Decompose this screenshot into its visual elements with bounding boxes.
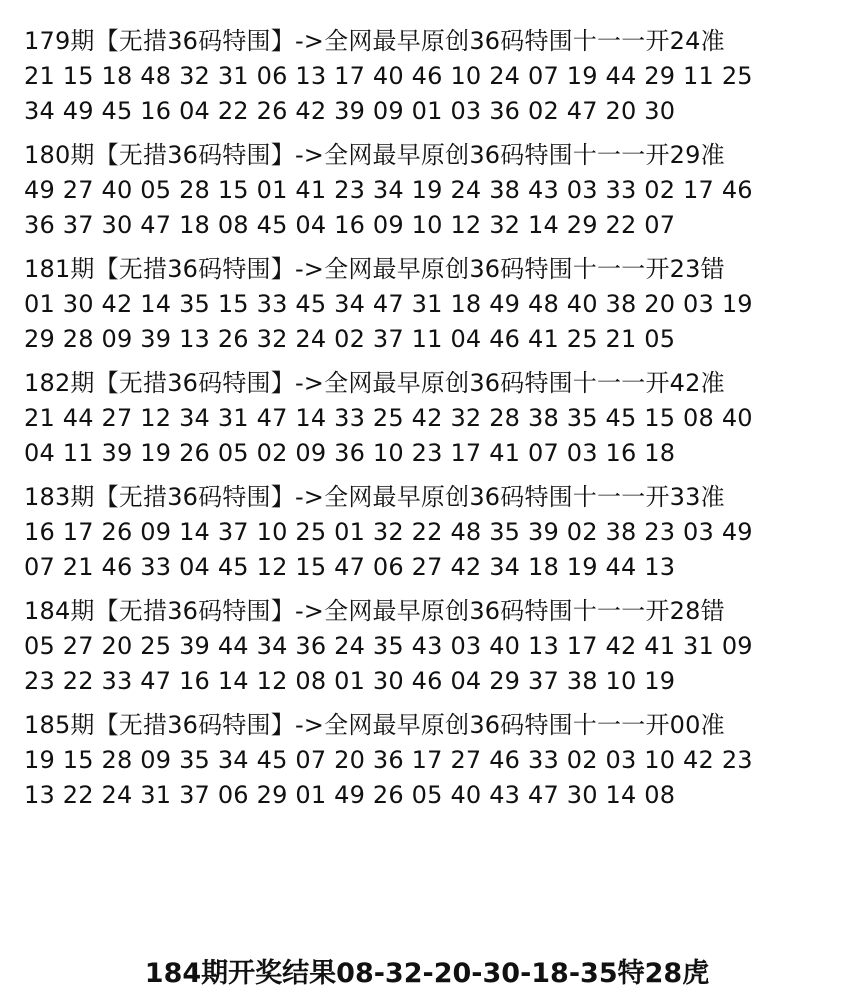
- number-row: 36 37 30 47 18 08 45 04 16 09 10 12 32 14 29 22 07: [24, 211, 676, 239]
- number-row: 49 27 40 05 28 15 01 41 23 34 19 24 38 43 03 33 02 17 46: [24, 176, 753, 204]
- period-block-183: [24, 480, 834, 585]
- period-block-181: [24, 252, 834, 357]
- period-block-180: [24, 138, 834, 243]
- number-row: 04 11 39 19 26 05 02 09 36 10 23 17 41 07 03 16 18: [24, 439, 676, 467]
- number-row: 23 22 33 47 16 14 12 08 01 30 46 04 29 37 38 10 19: [24, 667, 676, 695]
- period-header: 179期【无措36码特围】->全网最早原创36码特围十一一开24准: [24, 27, 725, 55]
- number-row: 16 17 26 09 14 37 10 25 01 32 22 48 35 39 02 38 23 03 49: [24, 518, 753, 546]
- number-row: 21 15 18 48 32 31 06 13 17 40 46 10 24 07 19 44 29 11 25: [24, 62, 753, 90]
- number-row: 34 49 45 16 04 22 26 42 39 09 01 03 36 02 47 20 30: [24, 97, 676, 125]
- number-row: 01 30 42 14 35 15 33 45 34 47 31 18 49 48 40 38 20 03 19: [24, 290, 753, 318]
- number-row: 21 44 27 12 34 31 47 14 33 25 42 32 28 38 35 45 15 08 40: [24, 404, 753, 432]
- period-block-185: [24, 708, 834, 813]
- period-header: 183期【无措36码特围】->全网最早原创36码特围十一一开33准: [24, 483, 725, 511]
- period-block-184: [24, 594, 834, 699]
- period-header: 182期【无措36码特围】->全网最早原创36码特围十一一开42准: [24, 369, 725, 397]
- number-row: 29 28 09 39 13 26 32 24 02 37 11 04 46 41 25 21 05: [24, 325, 676, 353]
- number-row: 13 22 24 31 37 06 29 01 49 26 05 40 43 47 30 14 08: [24, 781, 676, 809]
- period-header: 180期【无措36码特围】->全网最早原创36码特围十一一开29准: [24, 141, 725, 169]
- period-header: 185期【无措36码特围】->全网最早原创36码特围十一一开00准: [24, 711, 725, 739]
- number-row: 05 27 20 25 39 44 34 36 24 35 43 03 40 13 17 42 41 31 09: [24, 632, 753, 660]
- number-row: 07 21 46 33 04 45 12 15 47 06 27 42 34 18 19 44 13: [24, 553, 676, 581]
- period-header: 181期【无措36码特围】->全网最早原创36码特围十一一开23错: [24, 255, 725, 283]
- period-block-182: [24, 366, 834, 471]
- draw-result-banner: 184期开奖结果08-32-20-30-18-35特28虎: [144, 958, 710, 989]
- number-row: 19 15 28 09 35 34 45 07 20 36 17 27 46 33 02 03 10 42 23: [24, 746, 753, 774]
- prediction-list: [24, 24, 834, 822]
- period-block-179: [24, 24, 834, 129]
- period-header: 184期【无措36码特围】->全网最早原创36码特围十一一开28错: [24, 597, 725, 625]
